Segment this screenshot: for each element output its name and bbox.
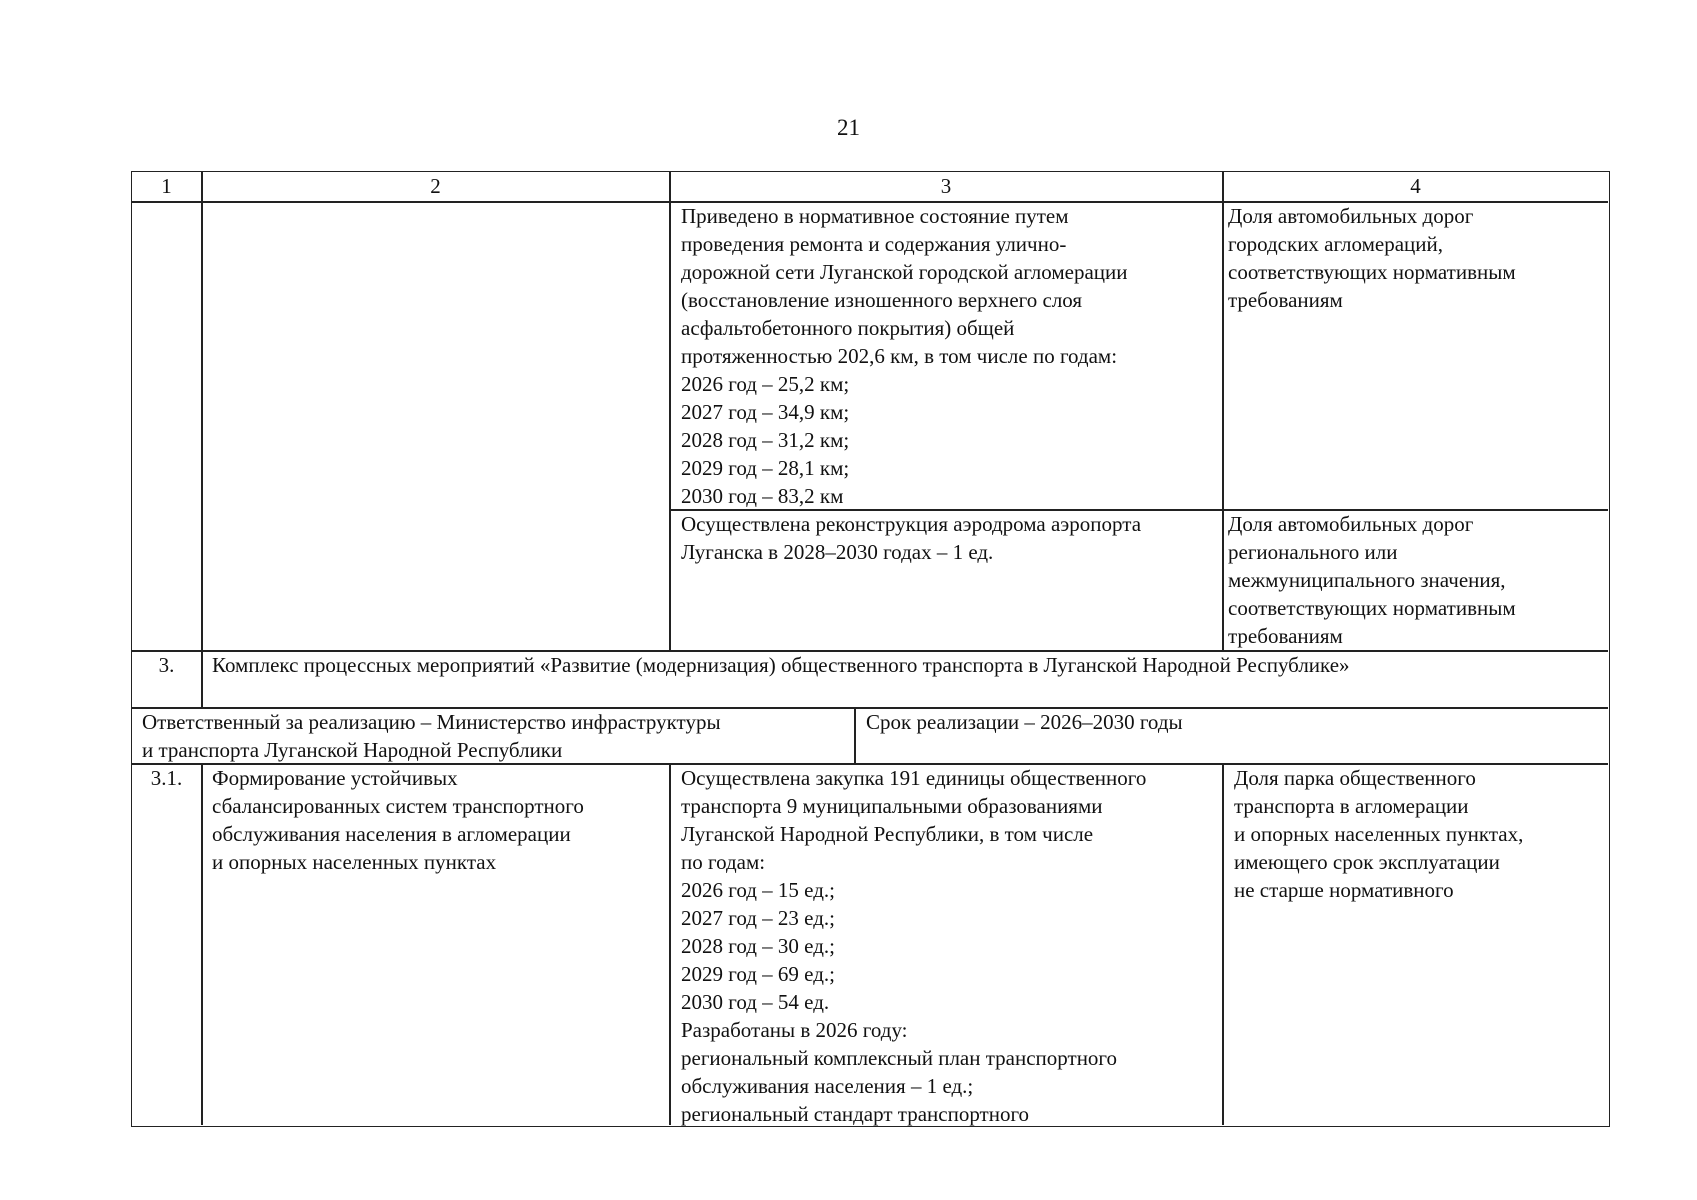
col-divider-3b [1222,763,1224,1125]
measures-table [131,171,1610,1127]
section-term: Срок реализации – 2026–2030 годы [866,710,1183,734]
page-number: 21 [837,115,860,140]
col-divider-1b [201,763,203,1125]
col-divider-3 [1222,172,1224,650]
result-airport-reconstruction: Осуществлена реконструкция аэродрома аэропорта Луганска в 2028–2030 годах – 1 ед. [681,512,1142,564]
row-task: Формирование устойчивых сбалансированных систем транспортного обслуживания населения в агломерации и опорных населенных пунктах [212,766,584,874]
col-divider-1 [201,172,203,707]
section-number: 3. [158,653,175,677]
responsible-divider [854,707,856,763]
header-col-1: 1 [161,174,172,198]
col-divider-2 [669,172,671,650]
row-result: Осуществлена закупка 191 единицы общественного транспорта 9 муниципальными образованиями Луганской Народной Республики, в том числе по годам: 2026 год – 15 ед.; 2027 год – 23 ед.; 2028 год – 30 ед.; 2029 год – 69 ед.; 2030 год – 54 ед. Разработаны в 2026 году: региональный комплексный план транспортного обслуживания населения – 1 ед.; региональный стандарт транспортного [681,766,1147,1126]
header-col-2: 2 [430,174,441,198]
indicator-regional-roads: Доля автомобильных дорог регионального или межмуниципального значения, соответствующих нормативным требованиям [1228,512,1516,648]
col-divider-2b [669,763,671,1125]
result-road-repair: Приведено в нормативное состояние путем проведения ремонта и содержания улично- дорожной сети Луганской городской агломерации (восстановление изношенного верхнего слоя асфальтобетонного покрытия) общей протяженностью 202,6 км, в том числе по годам: 2026 год – 25,2 км; 2027 год – 34,9 км; 2028 год – 31,2 км; 2029 год – 28,1 км; 2030 год – 83,2 км [681,204,1128,508]
indicator-urban-roads: Доля автомобильных дорог городских агломераций, соответствующих нормативным требованиям [1228,204,1516,312]
section-responsible: Ответственный за реализацию – Министерство инфраструктуры и транспорта Луганской Народной Республики [142,710,721,762]
row-number: 3.1. [150,766,183,790]
section-title: Комплекс процессных мероприятий «Развитие (модернизация) общественного транспорта в Луганской Народной Республике» [212,653,1350,677]
header-col-4: 4 [1410,174,1421,198]
row-indicator: Доля парка общественного транспорта в агломерации и опорных населенных пунктах, имеющего срок эксплуатации не старше нормативного [1234,766,1524,902]
header-col-3: 3 [940,174,952,198]
